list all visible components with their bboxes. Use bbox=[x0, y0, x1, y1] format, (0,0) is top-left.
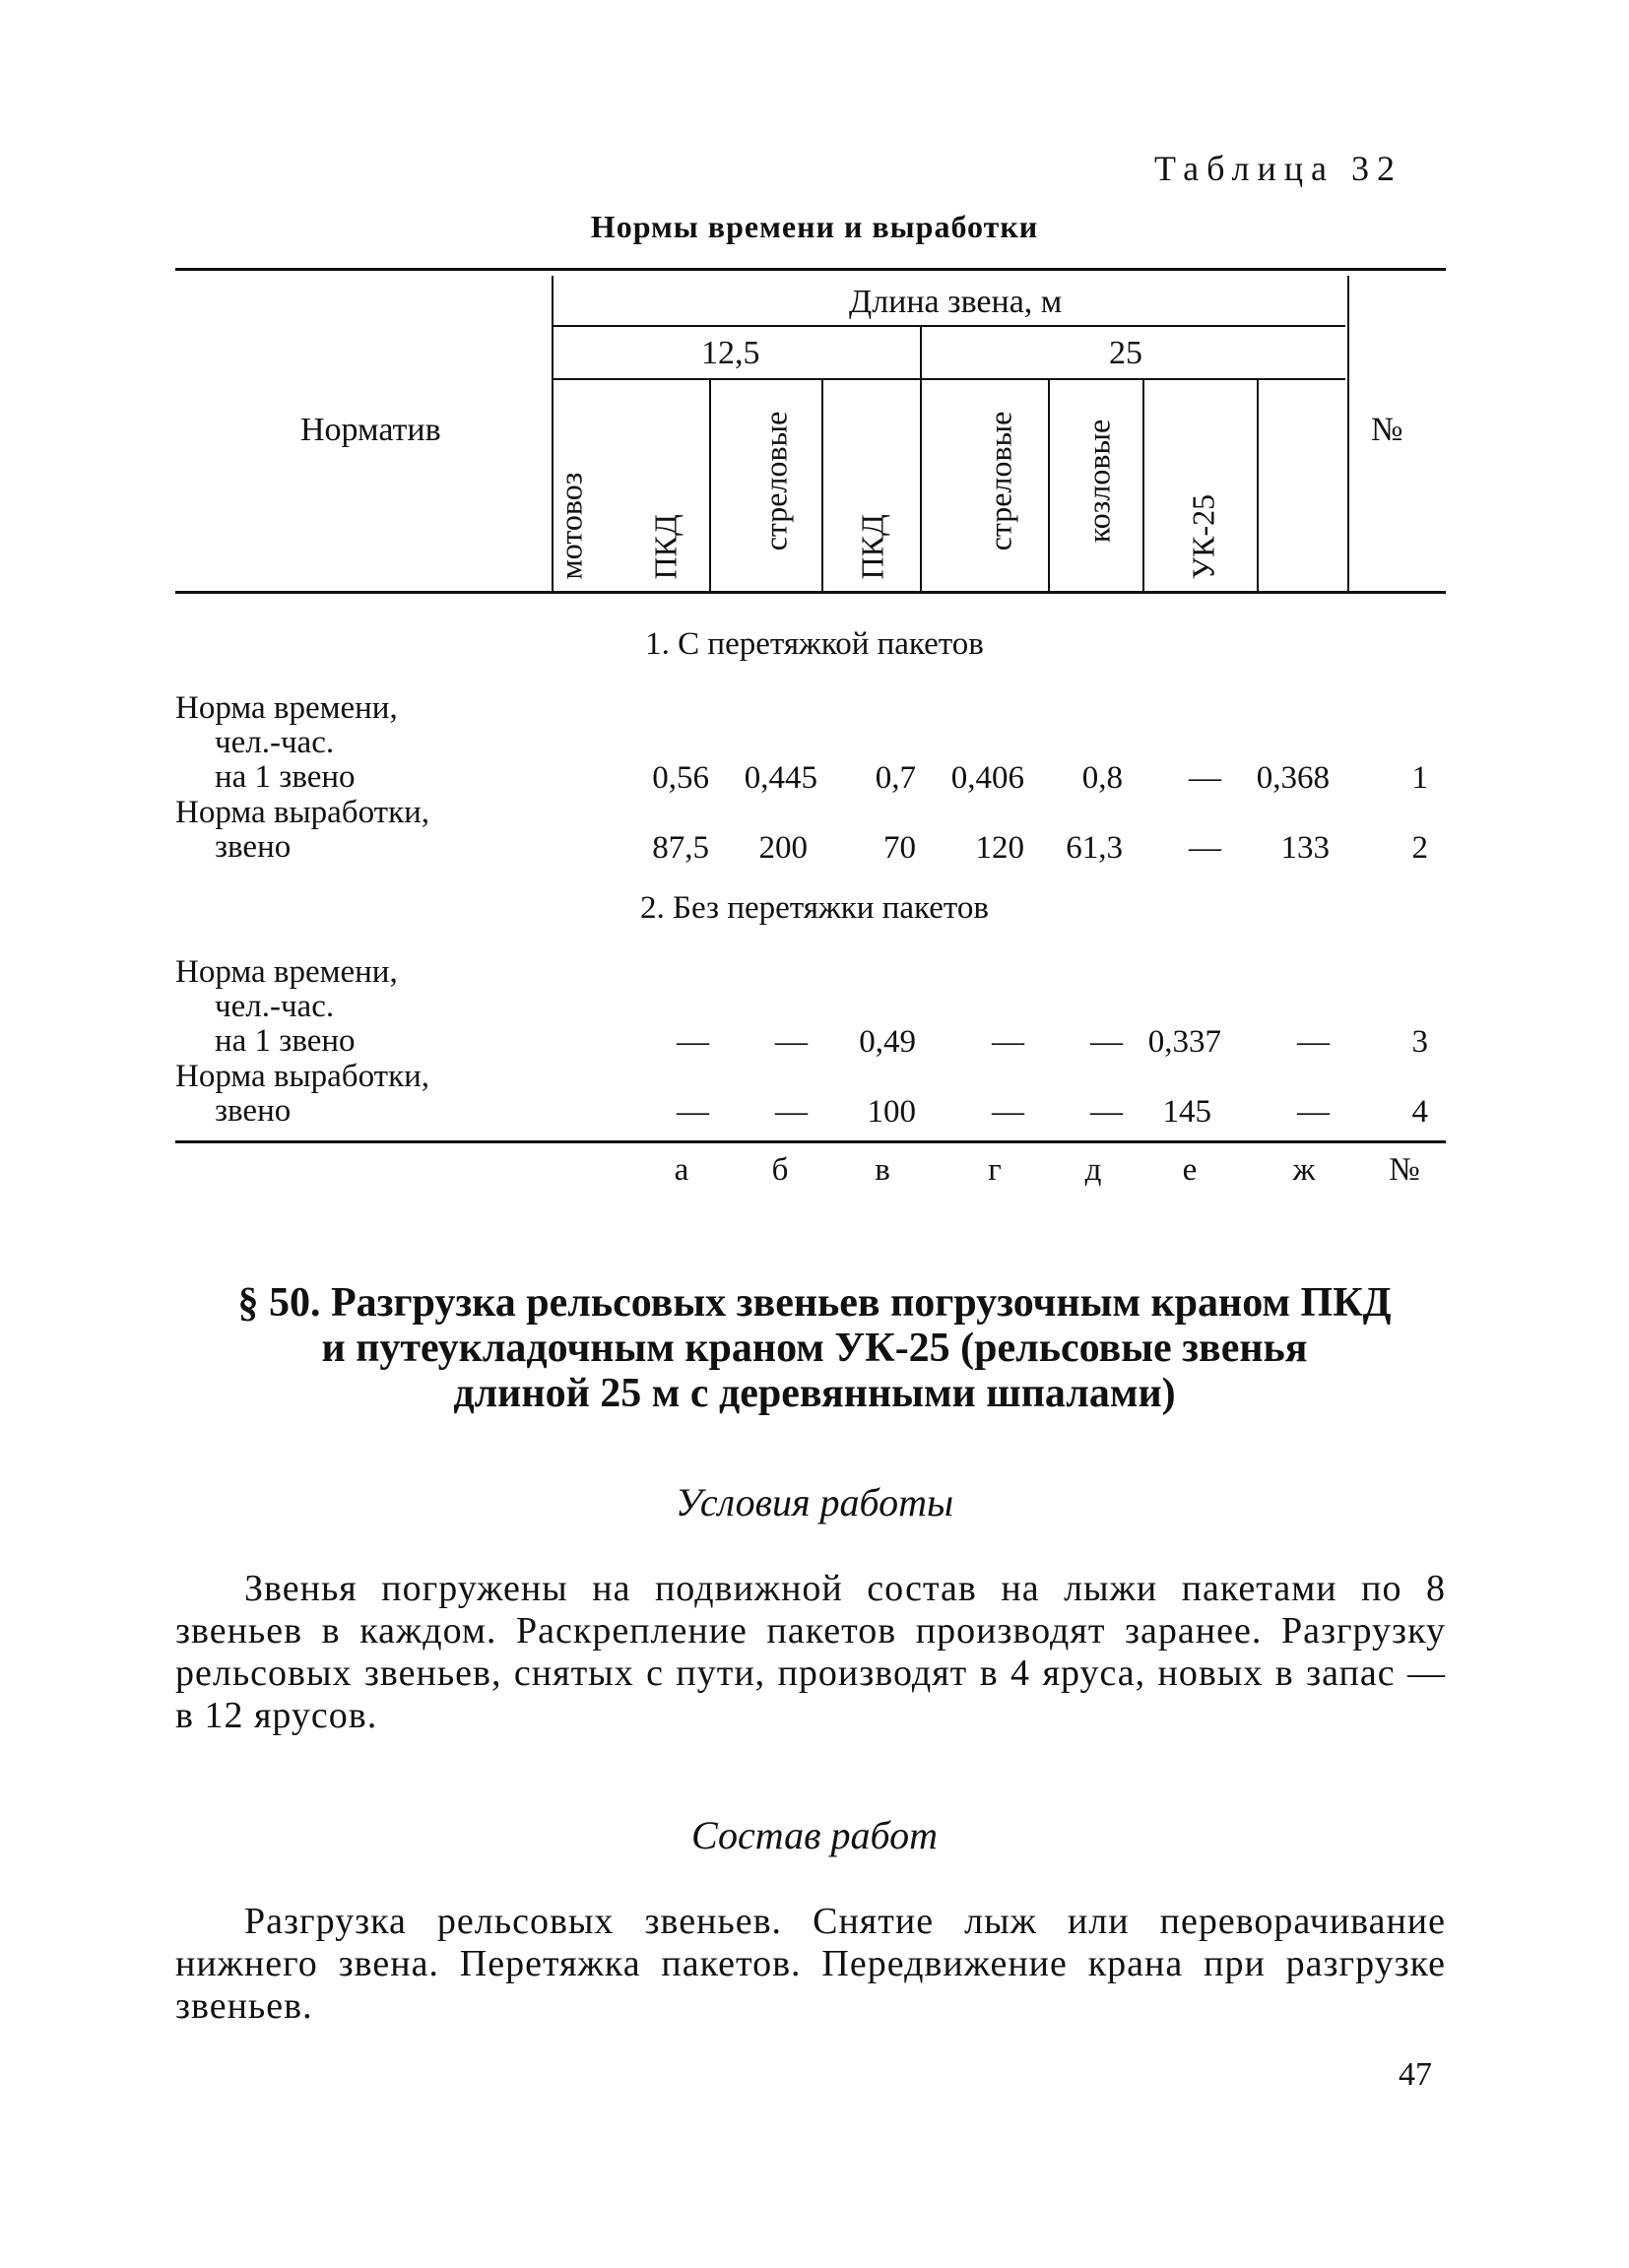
table-cell: 0,56 bbox=[652, 760, 709, 796]
norm-column-header: Норматив bbox=[300, 412, 441, 448]
length-group-header: Длина звена, м bbox=[849, 284, 1063, 320]
table-cell: — bbox=[775, 1024, 808, 1060]
col-header-pkd-12: ПКД bbox=[647, 514, 684, 580]
conditions-text: Звенья погружены на подвижной состав на лыжи пакетами по 8 звеньев в каждом. Раскрепление пакетов производят заранее. Разгрузку рельсовых звеньев, снятых с пути, производят в 4 яруса, новых в запас — в 12 ярусов. bbox=[175, 1568, 1446, 1736]
table-cell: 145 bbox=[1162, 1094, 1211, 1130]
table-top-rule bbox=[175, 268, 1446, 271]
col-header-uk25: УК-25 bbox=[1185, 493, 1221, 580]
len-split-divider bbox=[920, 327, 922, 591]
table-cell: 133 bbox=[1280, 830, 1330, 866]
table-bottom-rule bbox=[175, 1140, 1446, 1143]
paragraph-title: § 50. Разгрузка рельсовых звеньев погрузочным краном ПКД и путеукладочным краном УК-25 (рельсовые звенья длиной 25 м с деревянными шпалами) bbox=[237, 1280, 1392, 1416]
footer-letter: е bbox=[1182, 1152, 1198, 1188]
table-cell: — bbox=[677, 1094, 709, 1130]
header-right-divider bbox=[1347, 276, 1349, 591]
table-cell: — bbox=[775, 1094, 808, 1130]
length-25-header: 25 bbox=[1109, 335, 1142, 371]
row-number: 4 bbox=[1411, 1094, 1428, 1130]
footer-letter: в bbox=[875, 1152, 890, 1188]
row-1-label: Норма времени, чел.-час. на 1 звено bbox=[175, 690, 398, 795]
col-divider bbox=[821, 380, 823, 591]
table-cell: — bbox=[677, 1024, 709, 1060]
col-header-pkd-25: ПКД bbox=[854, 514, 890, 580]
table-title: Нормы времени и выработки bbox=[590, 209, 1039, 244]
col-header-strelovye-12: стреловые bbox=[757, 411, 794, 551]
header-bottom-rule bbox=[175, 591, 1446, 594]
footer-letter: д bbox=[1084, 1152, 1102, 1188]
row-3-label: Норма времени, чел.-час. на 1 звено bbox=[175, 954, 398, 1059]
table-cell: — bbox=[1297, 1024, 1330, 1060]
table-cell: — bbox=[1090, 1024, 1123, 1060]
table-cell: — bbox=[1297, 1094, 1330, 1130]
col-divider bbox=[1048, 380, 1050, 591]
table-cell: 87,5 bbox=[652, 830, 709, 866]
footer-letter: а bbox=[674, 1152, 689, 1188]
table-cell: 0,406 bbox=[950, 760, 1024, 796]
row-number: 1 bbox=[1411, 760, 1428, 796]
table-cell: 0,8 bbox=[1081, 760, 1123, 796]
row-number: 3 bbox=[1411, 1024, 1428, 1060]
length-sub-rule bbox=[554, 378, 1345, 380]
conditions-title: Условия работы bbox=[675, 1480, 954, 1524]
table-cell: — bbox=[1189, 760, 1221, 796]
works-title: Состав работ bbox=[691, 1813, 938, 1857]
footer-letter: г bbox=[988, 1152, 1002, 1188]
section-1-title: 1. С перетяжкой пакетов bbox=[645, 626, 984, 662]
table-cell: 100 bbox=[867, 1094, 916, 1130]
page-number: 47 bbox=[1399, 2056, 1432, 2093]
footer-letter: б bbox=[771, 1152, 789, 1188]
col-divider bbox=[1257, 380, 1259, 591]
col-header-motovoz: мотовоз bbox=[553, 472, 589, 580]
col-header-kozlovye: козловые bbox=[1080, 419, 1117, 544]
table-cell: 0,49 bbox=[859, 1024, 916, 1060]
col-divider bbox=[709, 380, 711, 591]
table-cell: 70 bbox=[883, 830, 916, 866]
footer-letter: ж bbox=[1292, 1152, 1316, 1188]
table-label: Таблица 32 bbox=[1154, 149, 1402, 188]
col-divider bbox=[1142, 380, 1144, 591]
table-cell: 120 bbox=[975, 830, 1024, 866]
table-cell: 0,445 bbox=[744, 760, 817, 796]
section-2-title: 2. Без перетяжки пакетов bbox=[640, 890, 989, 926]
table-cell: — bbox=[1090, 1094, 1123, 1130]
row-2-label: Норма выработки, звено bbox=[175, 795, 430, 865]
table-cell: 61,3 bbox=[1066, 830, 1123, 866]
table-cell: 200 bbox=[758, 830, 808, 866]
works-text: Разгрузка рельсовых звеньев. Снятие лыж или переворачивание нижнего звена. Перетяжка пакетов. Передвижение крана при разгрузке звеньев. bbox=[175, 1901, 1446, 2027]
footer-letter: № bbox=[1389, 1152, 1420, 1188]
table-cell: — bbox=[1189, 830, 1221, 866]
number-column-header: № bbox=[1371, 412, 1403, 448]
table-cell: — bbox=[992, 1094, 1024, 1130]
length-12-5-header: 12,5 bbox=[701, 335, 760, 371]
table-cell: 0,337 bbox=[1147, 1024, 1221, 1060]
col-header-strelovye-25: стреловые bbox=[982, 411, 1018, 551]
table-cell: 0,368 bbox=[1256, 760, 1330, 796]
length-group-rule bbox=[554, 325, 1345, 327]
row-4-label: Норма выработки, звено bbox=[175, 1059, 430, 1129]
table-cell: — bbox=[992, 1024, 1024, 1060]
table-cell: 0,7 bbox=[875, 760, 916, 796]
row-number: 2 bbox=[1411, 830, 1428, 866]
